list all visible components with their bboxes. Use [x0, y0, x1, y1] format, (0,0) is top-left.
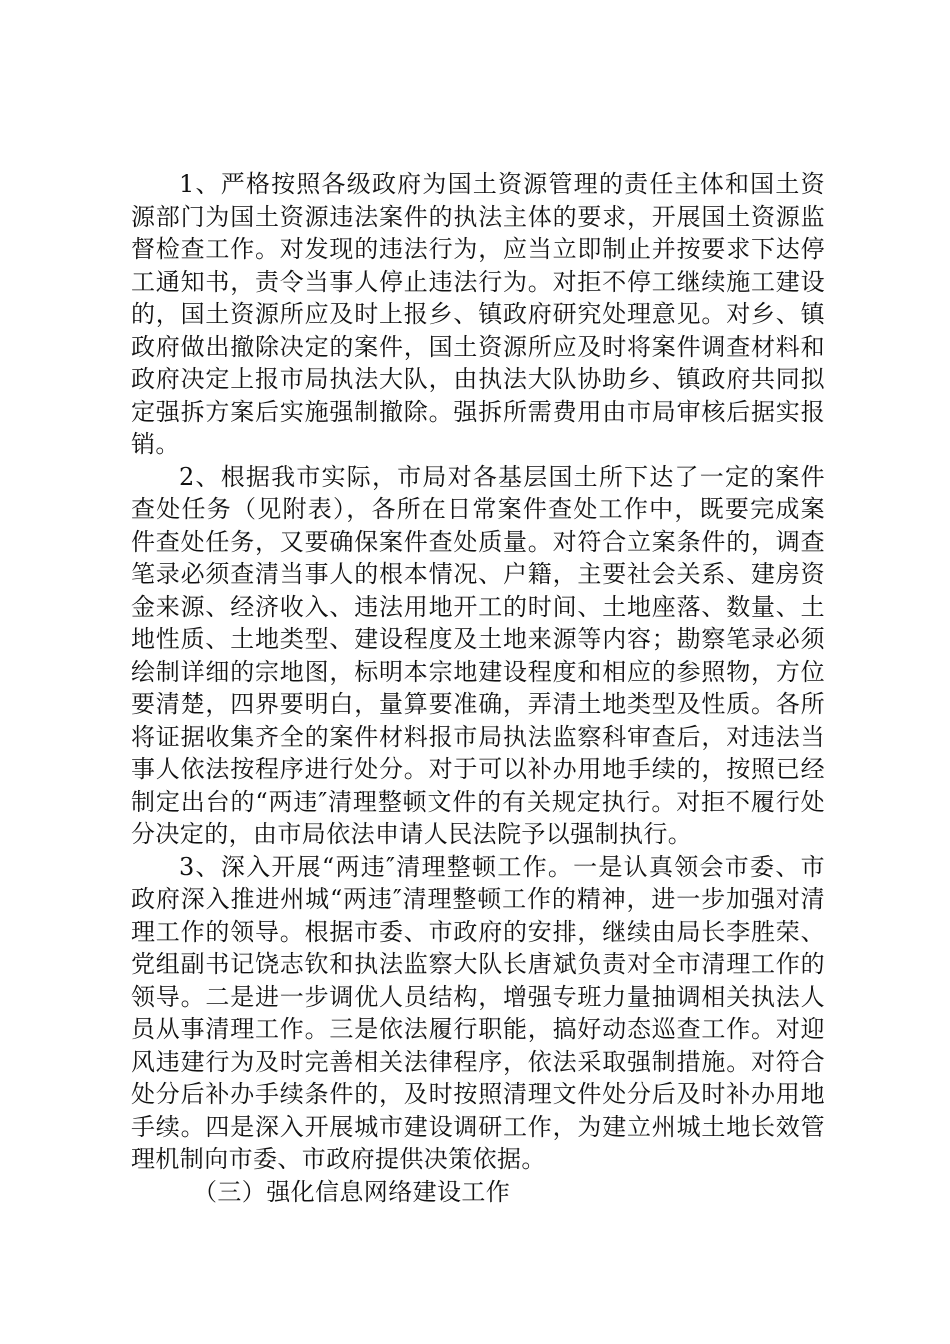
section-heading: （三）强化信息网络建设工作 — [193, 1177, 511, 1206]
document-body — [131, 168, 825, 1208]
paragraph-1: 1、严格按照各级政府为国土资源管理的责任主体和国土资源部门为国土资源违法案件的执法主体的要求，开展国土资源监督检查工作。对发现的违法行为，应当立即制止并按要求下达停工通知书，责令当事人停止违法行为。对拒不停工继续施工建设的，国土资源所应及时上报乡、镇政府研究处理意见。对乡、镇政府做出撤除决定的案件，国土资源所应及时将案件调查材料和政府决定上报市局执法大队，由执法大队协助乡、镇政府共同拟定强拆方案后实施强制撤除。强拆所需费用由市局审核后据实报销。 — [131, 170, 825, 458]
paragraph-2: 2、根据我市实际，市局对各基层国土所下达了一定的案件查处任务（见附表），各所在日常案件查处工作中，既要完成案件查处任务，又要确保案件查处质量。对符合立案条件的，调查笔录必须查清当事人的根本情况、户籍，主要社会关系、建房资金来源、经济收入、违法用地开工的时间、土地座落、数量、土地性质、土地类型、建设程度及土地来源等内容；勘察笔录必须绘制详细的宗地图，标明本宗地建设程度和相应的参照物，方位要清楚，四界要明白，量算要准确，弄清土地类型及性质。各所将证据收集齐全的案件材料报市局执法监察科审查后，对违法当事人依法按程序进行处分。对于可以补办用地手续的，按照已经制定出台的“两违″清理整顿文件的有关规定执行。对拒不履行处分决定的，由市局依法申请人民法院予以强制执行。 — [131, 462, 825, 848]
paragraph-3: 3、深入开展“两违″清理整顿工作。一是认真领会市委、市政府深入推进州城“两违″清理整顿工作的精神，进一步加强对清理工作的领导。根据市委、市政府的安排，继续由局长李胜荣、党组副书记饶志钦和执法监察大队长唐斌负责对全市清理工作的领导。二是进一步调优人员结构，增强专班力量抽调相关执法人员从事清理工作。三是依法履行职能，搞好动态巡查工作。对迎风违建行为及时完善相关法律程序，依法采取强制措施。对符合处分后补办手续条件的，及时按照清理文件处分后及时补办用地手续。四是深入开展城市建设调研工作，为建立州城土地长效管理机制向市委、市政府提供决策依据。 — [131, 852, 825, 1173]
